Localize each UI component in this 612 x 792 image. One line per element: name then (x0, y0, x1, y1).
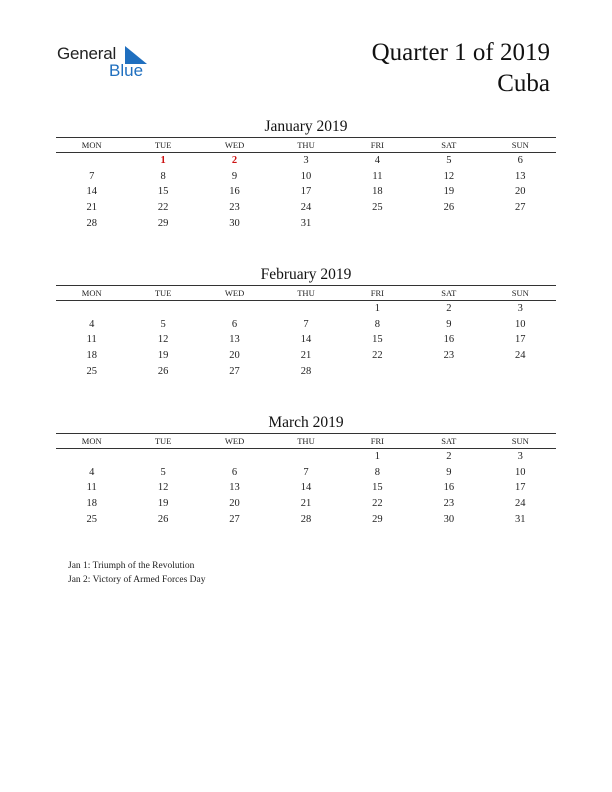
weekday-label: SUN (511, 436, 529, 446)
day-cell (127, 301, 198, 317)
day-cell: 12 (443, 170, 455, 182)
day-cell: 7 (303, 318, 309, 330)
month-calendar (56, 117, 556, 231)
day-cell: 7 (303, 466, 309, 478)
day-cell: 13 (514, 170, 526, 182)
day-cell: 15 (157, 186, 169, 198)
weekday-label: WED (224, 140, 245, 150)
day-cell: 29 (157, 217, 169, 229)
day-cell (56, 449, 127, 465)
weekday-label: WED (224, 288, 245, 298)
month-title: January 2019 (264, 118, 348, 135)
day-cell: 10 (514, 318, 526, 330)
week-row (56, 200, 556, 216)
day-cell: 24 (514, 498, 526, 510)
day-cell: 27 (229, 513, 240, 525)
week-row (56, 153, 556, 169)
day-cell: 13 (229, 334, 240, 346)
day-cell: 28 (300, 365, 312, 377)
day-cell: 20 (229, 498, 240, 510)
day-cell (342, 216, 413, 232)
week-row (56, 184, 556, 200)
logo (57, 42, 157, 82)
day-cell: 17 (300, 186, 312, 198)
day-cell: 21 (300, 498, 312, 510)
day-cell: 16 (229, 186, 240, 198)
day-cell: 7 (89, 170, 95, 182)
day-cell: 21 (300, 350, 312, 362)
day-cell: 12 (157, 482, 169, 494)
day-cell: 28 (300, 513, 312, 525)
day-cell: 3 (517, 451, 523, 462)
day-cell: 22 (372, 498, 383, 510)
week-row (56, 216, 556, 232)
weekday-label: FRI (370, 288, 385, 298)
day-cell: 18 (372, 186, 383, 198)
month-title: March 2019 (268, 414, 344, 431)
weekday-header (56, 137, 556, 153)
day-cell: 9 (446, 466, 452, 478)
day-cell: 5 (160, 318, 166, 330)
day-cell: 1 (374, 303, 381, 314)
day-cell: 4 (89, 318, 95, 330)
country-name: Cuba (497, 70, 550, 97)
day-cell: 19 (157, 350, 169, 362)
day-cell: 25 (86, 365, 97, 377)
day-cell: 23 (443, 498, 455, 510)
day-cell: 30 (229, 217, 240, 229)
weekday-label: SAT (441, 436, 457, 446)
weekday-label: TUE (154, 288, 172, 298)
holiday-notes (68, 559, 206, 587)
day-cell: 14 (86, 186, 97, 198)
day-cell (270, 449, 341, 465)
weekday-label: TUE (154, 140, 172, 150)
day-cell: 19 (443, 186, 455, 198)
day-cell: 31 (300, 217, 312, 229)
day-cell: 8 (374, 318, 381, 330)
day-cell: 8 (374, 466, 381, 478)
day-cell: 24 (300, 202, 312, 214)
day-cell: 15 (372, 334, 383, 346)
page-title (372, 37, 550, 99)
weekday-label: SAT (441, 288, 457, 298)
weekday-label: MON (81, 436, 102, 446)
day-cell: 3 (517, 303, 523, 314)
day-cell: 2 (231, 155, 238, 166)
day-cell: 1 (160, 155, 166, 166)
day-cell: 28 (86, 217, 97, 229)
month-title: February 2019 (260, 266, 352, 283)
day-cell: 27 (229, 365, 240, 377)
weekday-label: FRI (370, 436, 385, 446)
day-cell (413, 364, 484, 380)
weekday-header (56, 285, 556, 301)
weekday-label: SAT (441, 140, 457, 150)
day-cell (56, 301, 127, 317)
day-cell: 14 (300, 334, 312, 346)
day-cell (127, 449, 198, 465)
day-cell: 6 (231, 466, 238, 478)
day-cell: 12 (157, 334, 169, 346)
day-cell: 29 (372, 513, 383, 525)
day-cell: 11 (372, 170, 383, 182)
holiday-note: Jan 2: Victory of Armed Forces Day (68, 575, 206, 585)
day-cell: 18 (86, 350, 97, 362)
day-cell (485, 364, 556, 380)
day-cell: 17 (514, 334, 526, 346)
day-cell (485, 216, 556, 232)
day-cell: 20 (514, 186, 526, 198)
weekday-label: MON (81, 288, 102, 298)
day-cell: 26 (443, 202, 455, 214)
weekday-label: TUE (154, 436, 172, 446)
day-cell: 6 (231, 318, 238, 330)
day-cell: 20 (229, 350, 240, 362)
quarter-title: Quarter 1 of 2019 (371, 39, 550, 66)
day-cell (413, 216, 484, 232)
day-cell: 9 (231, 170, 238, 182)
week-row (56, 449, 556, 465)
day-cell: 30 (443, 513, 455, 525)
day-cell: 16 (443, 482, 455, 494)
day-cell: 10 (300, 170, 312, 182)
day-cell: 23 (443, 350, 455, 362)
day-cell: 17 (514, 482, 526, 494)
day-cell: 19 (157, 498, 169, 510)
day-cell: 4 (374, 155, 381, 166)
day-cell: 27 (514, 202, 526, 214)
day-cell: 1 (374, 451, 381, 462)
day-cell: 3 (303, 155, 309, 166)
day-cell: 24 (514, 350, 526, 362)
week-row (56, 169, 556, 185)
day-cell (199, 301, 270, 317)
day-cell: 9 (446, 318, 452, 330)
weekday-label: SUN (511, 140, 529, 150)
day-cell: 31 (514, 513, 526, 525)
weekday-label: MON (81, 140, 102, 150)
day-cell: 26 (157, 365, 169, 377)
week-row (56, 512, 556, 528)
day-cell (56, 153, 127, 169)
weekday-label: SUN (511, 288, 529, 298)
day-cell: 2 (446, 451, 452, 462)
day-cell: 25 (86, 513, 97, 525)
day-cell: 15 (372, 482, 383, 494)
day-cell: 4 (89, 466, 95, 478)
day-cell: 11 (86, 482, 97, 494)
day-cell: 5 (446, 155, 452, 166)
day-cell: 5 (160, 466, 166, 478)
day-cell (342, 364, 413, 380)
week-row (56, 348, 556, 364)
weekday-header (56, 433, 556, 449)
week-row (56, 364, 556, 380)
week-row (56, 301, 556, 317)
day-cell: 8 (160, 170, 166, 182)
weekday-label: WED (224, 436, 245, 446)
week-row (56, 332, 556, 348)
day-cell: 16 (443, 334, 455, 346)
week-row (56, 496, 556, 512)
day-cell: 25 (372, 202, 383, 214)
month-calendar (56, 413, 556, 527)
day-cell: 21 (86, 202, 97, 214)
day-cell (199, 449, 270, 465)
weekday-label: THU (297, 436, 315, 446)
day-cell: 2 (446, 303, 452, 314)
month-calendar (56, 265, 556, 379)
week-row (56, 465, 556, 481)
day-cell: 23 (229, 202, 240, 214)
day-cell: 14 (300, 482, 312, 494)
day-cell: 10 (514, 466, 526, 478)
week-row (56, 480, 556, 496)
logo-general-text: General (57, 44, 117, 63)
day-cell: 13 (229, 482, 240, 494)
weekday-label: FRI (370, 140, 385, 150)
holiday-note: Jan 1: Triumph of the Revolution (68, 561, 195, 571)
logo-blue-text: Blue (109, 61, 144, 80)
day-cell: 11 (86, 334, 97, 346)
day-cell: 22 (157, 202, 169, 214)
day-cell: 26 (157, 513, 169, 525)
weekday-label: THU (297, 288, 315, 298)
week-row (56, 317, 556, 333)
day-cell: 6 (517, 155, 523, 166)
weekday-label: THU (297, 140, 315, 150)
day-cell: 18 (86, 498, 97, 510)
day-cell (270, 301, 341, 317)
day-cell: 22 (372, 350, 383, 362)
